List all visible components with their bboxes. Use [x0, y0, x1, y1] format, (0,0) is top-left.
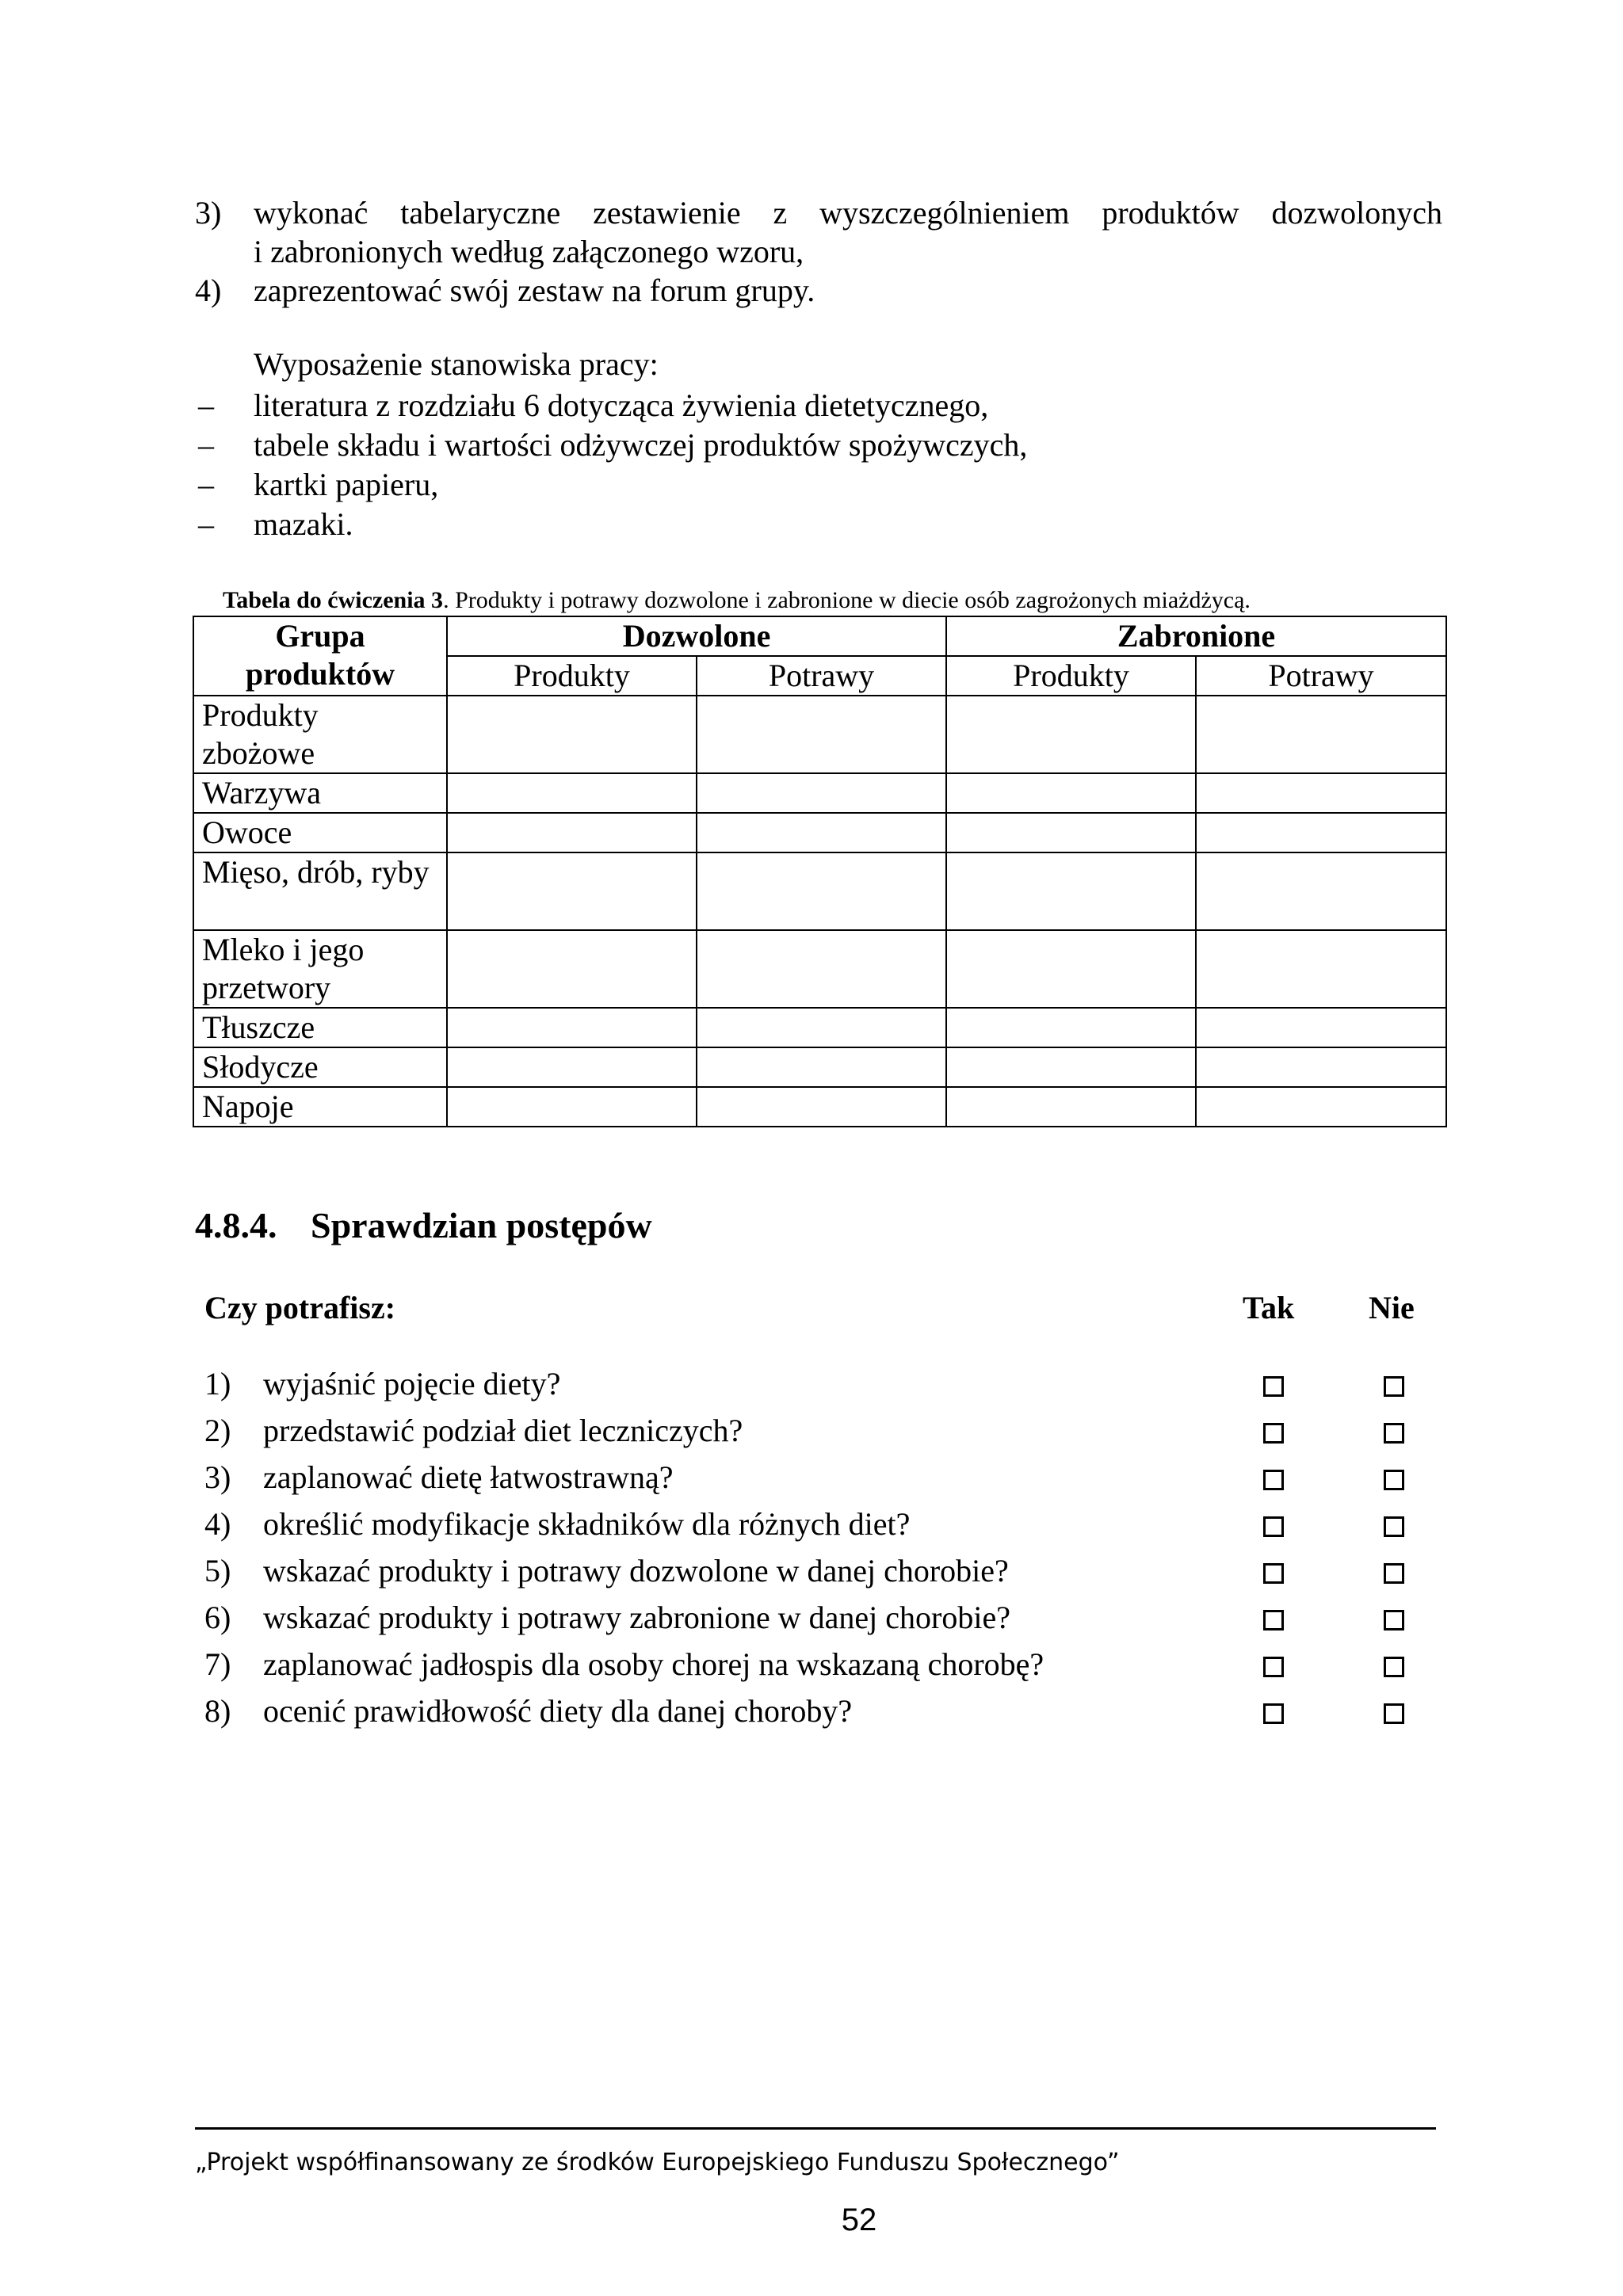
question-number: 6) [204, 1600, 231, 1635]
no-checkbox[interactable] [1384, 1610, 1404, 1630]
header-forbidden: Zabronione [946, 616, 1446, 656]
subheader-dishes: Potrawy [1196, 656, 1446, 696]
table-cell [1196, 852, 1446, 930]
table-row [193, 1047, 1446, 1087]
table-cell [697, 852, 946, 930]
no-checkbox[interactable] [1384, 1376, 1404, 1397]
table-cell [946, 1008, 1196, 1047]
question-item [204, 1458, 674, 1497]
question-text: wyjaśnić pojęcie diety? [263, 1366, 561, 1402]
question-number: 7) [204, 1646, 231, 1682]
yes-checkbox[interactable] [1263, 1610, 1284, 1630]
table-cell [946, 1087, 1196, 1127]
table-cell [447, 696, 697, 773]
dash-bullet: – [198, 387, 214, 423]
yes-checkbox[interactable] [1263, 1516, 1284, 1537]
table-cell [697, 696, 946, 773]
question-item [204, 1411, 743, 1451]
table-cell [946, 696, 1196, 773]
no-column-header: Nie [1369, 1290, 1415, 1325]
table-cell [946, 813, 1196, 852]
table-cell [697, 1087, 946, 1127]
table-cell [946, 773, 1196, 813]
no-checkbox[interactable] [1384, 1703, 1404, 1724]
dash-bullet: – [198, 427, 214, 463]
question-text: wskazać produkty i potrawy zabronione w danej chorobie? [263, 1600, 1010, 1635]
no-checkbox[interactable] [1384, 1563, 1404, 1584]
table-cell [697, 773, 946, 813]
table-cell [447, 930, 697, 1008]
equipment-item-text: literatura z rozdziału 6 dotycząca żywienia dietetycznego, [254, 387, 989, 423]
intro-item-number: 3) [195, 195, 222, 231]
question-number: 8) [204, 1693, 231, 1729]
table-cell [1196, 696, 1446, 773]
subheader-dishes: Potrawy [697, 656, 946, 696]
table-caption [223, 586, 1251, 615]
yes-checkbox[interactable] [1263, 1376, 1284, 1397]
table-cell [447, 773, 697, 813]
question-item [204, 1645, 1044, 1684]
question-text: zaplanować jadłospis dla osoby chorej na wskazaną chorobę? [263, 1646, 1044, 1682]
header-group-line1: Grupa [275, 618, 365, 654]
table-cell [1196, 813, 1446, 852]
table-row [193, 696, 1446, 773]
row-label: Tłuszcze [193, 1008, 447, 1047]
footer-divider [195, 2127, 1436, 2130]
table-cell [447, 813, 697, 852]
equipment-item-text: kartki papieru, [254, 467, 439, 502]
row-label: Słodycze [193, 1047, 447, 1087]
table-header-row [193, 616, 1446, 656]
table-cell [1196, 773, 1446, 813]
table-cell [946, 930, 1196, 1008]
dash-bullet: – [198, 506, 214, 542]
question-text: zaplanować dietę łatwostrawną? [263, 1459, 674, 1495]
question-number: 2) [204, 1413, 231, 1448]
intro-item-text: zaprezentować swój zestaw na forum grupy. [254, 273, 815, 308]
row-label: Napoje [193, 1087, 447, 1127]
table-caption-text: . Produkty i potrawy dozwolone i zabronione w diecie osób zagrożonych miażdżycą. [443, 587, 1251, 613]
table-cell [697, 813, 946, 852]
equipment-item-text: mazaki. [254, 506, 353, 542]
intro-item-text: i zabronionych według załączonego wzoru, [254, 234, 804, 269]
table-cell [946, 1047, 1196, 1087]
question-number: 1) [204, 1366, 231, 1402]
header-group-line2: produktów [245, 656, 395, 692]
row-label: Produkty zbożowe [193, 696, 447, 773]
table-cell [447, 1008, 697, 1047]
table-row [193, 1087, 1446, 1127]
question-item [204, 1364, 560, 1404]
equipment-item-text: tabele składu i wartości odżywczej produktów spożywczych, [254, 427, 1028, 463]
equipment-heading: Wyposażenie stanowiska pracy: [254, 346, 659, 382]
table-cell [447, 1047, 697, 1087]
yes-checkbox[interactable] [1263, 1470, 1284, 1490]
question-item [204, 1598, 1010, 1638]
page-number: 52 [841, 2203, 877, 2237]
question-text: przedstawić podział diet leczniczych? [263, 1413, 743, 1448]
row-label: Mleko i jego przetwory [193, 930, 447, 1008]
section-heading [195, 1204, 652, 1246]
table-cell [946, 852, 1196, 930]
no-checkbox[interactable] [1384, 1516, 1404, 1537]
subheader-products: Produkty [946, 656, 1196, 696]
header-group [193, 616, 447, 696]
question-item [204, 1691, 852, 1731]
section-number: 4.8.4. [195, 1205, 277, 1245]
yes-checkbox[interactable] [1263, 1703, 1284, 1724]
section-title: Sprawdzian postępów [311, 1205, 652, 1245]
subheader-products: Produkty [447, 656, 697, 696]
table-cell [1196, 1047, 1446, 1087]
intro-item-text: wykonać tabelaryczne zestawienie z wyszczególnieniem produktów dozwolonych [254, 195, 1442, 231]
header-allowed: Dozwolone [447, 616, 946, 656]
question-item [204, 1551, 1009, 1591]
question-item [204, 1505, 910, 1544]
products-table [193, 616, 1447, 1127]
table-row [193, 852, 1446, 930]
question-text: wskazać produkty i potrawy dozwolone w danej chorobie? [263, 1553, 1009, 1589]
yes-checkbox[interactable] [1263, 1563, 1284, 1584]
table-cell [697, 1047, 946, 1087]
intro-item-number: 4) [195, 273, 222, 308]
no-checkbox[interactable] [1384, 1657, 1404, 1677]
yes-checkbox[interactable] [1263, 1657, 1284, 1677]
footer-text: „Projekt współfinansowany ze środków Europejskiego Funduszu Społecznego” [195, 2149, 1120, 2176]
table-cell [697, 930, 946, 1008]
yes-column-header: Tak [1243, 1290, 1295, 1325]
table-cell [697, 1008, 946, 1047]
table-cell [447, 1087, 697, 1127]
table-row [193, 813, 1446, 852]
table-caption-bold: Tabela do ćwiczenia 3 [223, 587, 444, 613]
no-checkbox[interactable] [1384, 1470, 1404, 1490]
question-number: 4) [204, 1506, 231, 1542]
table-row [193, 930, 1446, 1008]
row-label: Owoce [193, 813, 447, 852]
table-row [193, 1008, 1446, 1047]
question-number: 5) [204, 1553, 231, 1589]
no-checkbox[interactable] [1384, 1423, 1404, 1444]
row-label: Warzywa [193, 773, 447, 813]
question-header: Czy potrafisz: [204, 1290, 396, 1325]
row-label: Mięso, drób, ryby [193, 852, 447, 930]
table-row [193, 773, 1446, 813]
table-cell [447, 852, 697, 930]
table-cell [1196, 1008, 1446, 1047]
question-text: ocenić prawidłowość diety dla danej choroby? [263, 1693, 853, 1729]
question-number: 3) [204, 1459, 231, 1495]
table-cell [1196, 930, 1446, 1008]
table-cell [1196, 1087, 1446, 1127]
dash-bullet: – [198, 467, 214, 502]
question-text: określić modyfikacje składników dla różnych diet? [263, 1506, 911, 1542]
yes-checkbox[interactable] [1263, 1423, 1284, 1444]
